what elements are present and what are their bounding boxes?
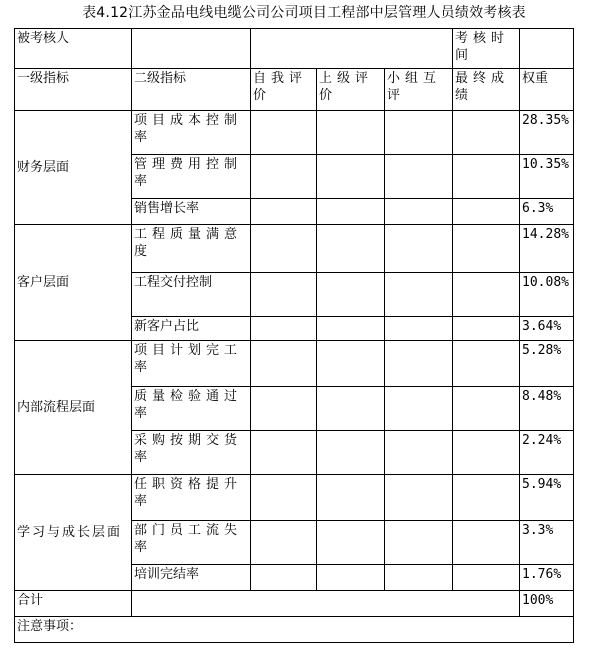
- weight-cell: 5.28%: [520, 341, 574, 387]
- superior-score-cell[interactable]: [317, 199, 385, 225]
- table-row: [15, 225, 574, 273]
- final-score-cell[interactable]: [453, 521, 520, 565]
- appraisee-value[interactable]: [132, 29, 251, 69]
- final-score-cell[interactable]: [453, 273, 520, 317]
- group-score-cell[interactable]: [385, 565, 453, 591]
- appraisee-blank: [251, 29, 453, 69]
- self-score-cell[interactable]: [251, 341, 317, 387]
- self-score-cell[interactable]: [251, 521, 317, 565]
- indicator-cell: 新客户占比: [132, 317, 251, 341]
- total-label: 合计: [15, 591, 132, 617]
- weight-cell: 2.24%: [520, 431, 574, 475]
- section-financial: 财务层面: [15, 111, 132, 225]
- col-level1: 一级指标: [15, 69, 132, 111]
- superior-score-cell[interactable]: [317, 565, 385, 591]
- weight-cell: 10.08%: [520, 273, 574, 317]
- appraisee-label: 被考核人: [15, 29, 132, 69]
- group-score-cell[interactable]: [385, 225, 453, 273]
- indicator-cell: 培训完结率: [132, 565, 251, 591]
- appraisal-table: [14, 28, 574, 643]
- superior-score-cell[interactable]: [317, 475, 385, 521]
- weight-cell: 8.48%: [520, 387, 574, 431]
- final-score-cell[interactable]: [453, 199, 520, 225]
- final-score-cell[interactable]: [453, 565, 520, 591]
- group-score-cell[interactable]: [385, 475, 453, 521]
- superior-score-cell[interactable]: [317, 387, 385, 431]
- self-score-cell[interactable]: [251, 199, 317, 225]
- group-score-cell[interactable]: [385, 341, 453, 387]
- group-score-cell[interactable]: [385, 317, 453, 341]
- notes-row: [15, 617, 574, 643]
- indicator-cell: 项目成本控制率: [132, 111, 251, 155]
- weight-cell: 3.3%: [520, 521, 574, 565]
- indicator-cell: 采购按期交货率: [132, 431, 251, 475]
- notes-cell[interactable]: 注意事项：: [15, 617, 574, 643]
- self-score-cell[interactable]: [251, 475, 317, 521]
- indicator-cell: 项目计划完工率: [132, 341, 251, 387]
- final-score-cell[interactable]: [453, 317, 520, 341]
- col-superior-evaluation: 上级评价: [317, 69, 385, 111]
- col-weight: 权重: [520, 69, 574, 111]
- weight-cell: 5.94%: [520, 475, 574, 521]
- indicator-cell: 部门员工流失率: [132, 521, 251, 565]
- self-score-cell[interactable]: [251, 155, 317, 199]
- final-score-cell[interactable]: [453, 387, 520, 431]
- superior-score-cell[interactable]: [317, 521, 385, 565]
- self-score-cell[interactable]: [251, 317, 317, 341]
- superior-score-cell[interactable]: [317, 111, 385, 155]
- superior-score-cell[interactable]: [317, 155, 385, 199]
- final-score-cell[interactable]: [453, 341, 520, 387]
- table-row: [15, 111, 574, 155]
- final-score-cell[interactable]: [453, 431, 520, 475]
- total-weight: 100%: [520, 591, 574, 617]
- superior-score-cell[interactable]: [317, 341, 385, 387]
- table-row: [15, 341, 574, 387]
- table-row: [15, 475, 574, 521]
- self-score-cell[interactable]: [251, 387, 317, 431]
- superior-score-cell[interactable]: [317, 273, 385, 317]
- col-level2: 二级指标: [132, 69, 251, 111]
- self-score-cell[interactable]: [251, 431, 317, 475]
- group-score-cell[interactable]: [385, 111, 453, 155]
- indicator-cell: 管理费用控制率: [132, 155, 251, 199]
- total-row: [15, 591, 574, 617]
- weight-cell: 10.35%: [520, 155, 574, 199]
- appraisal-time-value[interactable]: [520, 29, 574, 69]
- table-title: 表4.12江苏金品电线电缆公司公司项目工程部中层管理人员绩效考核表: [82, 5, 526, 21]
- group-score-cell[interactable]: [385, 387, 453, 431]
- self-score-cell[interactable]: [251, 225, 317, 273]
- indicator-cell: 工程交付控制: [132, 273, 251, 317]
- total-blank: [132, 591, 520, 617]
- section-learning-growth: 学习与成长层面: [15, 475, 132, 591]
- col-final-score: 最终成绩: [453, 69, 520, 111]
- group-score-cell[interactable]: [385, 155, 453, 199]
- weight-cell: 28.35%: [520, 111, 574, 155]
- group-score-cell[interactable]: [385, 521, 453, 565]
- indicator-cell: 任职资格提升率: [132, 475, 251, 521]
- group-score-cell[interactable]: [385, 431, 453, 475]
- section-customer: 客户层面: [15, 225, 132, 341]
- weight-cell: 6.3%: [520, 199, 574, 225]
- weight-cell: 14.28%: [520, 225, 574, 273]
- superior-score-cell[interactable]: [317, 431, 385, 475]
- final-score-cell[interactable]: [453, 475, 520, 521]
- weight-cell: 1.76%: [520, 565, 574, 591]
- final-score-cell[interactable]: [453, 111, 520, 155]
- indicator-cell: 工程质量满意度: [132, 225, 251, 273]
- superior-score-cell[interactable]: [317, 225, 385, 273]
- appraisal-time-label: 考核时间: [453, 29, 520, 69]
- weight-cell: 3.64%: [520, 317, 574, 341]
- indicator-cell: 质量检验通过率: [132, 387, 251, 431]
- col-group-evaluation: 小组互评: [385, 69, 453, 111]
- final-score-cell[interactable]: [453, 225, 520, 273]
- self-score-cell[interactable]: [251, 565, 317, 591]
- col-self-evaluation: 自我评价: [251, 69, 317, 111]
- indicator-cell: 销售增长率: [132, 199, 251, 225]
- appraisee-row: [15, 29, 574, 69]
- column-header-row: [15, 69, 574, 111]
- superior-score-cell[interactable]: [317, 317, 385, 341]
- group-score-cell[interactable]: [385, 199, 453, 225]
- self-score-cell[interactable]: [251, 273, 317, 317]
- group-score-cell[interactable]: [385, 273, 453, 317]
- final-score-cell[interactable]: [453, 155, 520, 199]
- self-score-cell[interactable]: [251, 111, 317, 155]
- section-internal-process: 内部流程层面: [15, 341, 132, 475]
